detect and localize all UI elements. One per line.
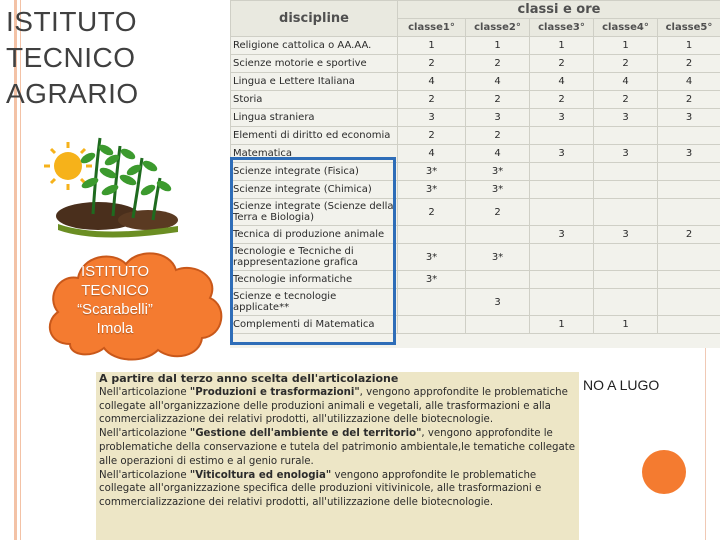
info-line-text: problematiche della conservazione e tutela del patrimonio ambientale,le tematiche collegate bbox=[99, 441, 575, 453]
table-row bbox=[231, 73, 720, 91]
class-header: classe4° bbox=[594, 19, 658, 37]
title-line-1: ISTITUTO bbox=[6, 6, 138, 37]
articulation-name: "Viticoltura ed enologia" bbox=[189, 469, 332, 481]
info-line bbox=[99, 386, 576, 400]
subject-cell: Elementi di diritto ed economia bbox=[231, 127, 398, 145]
hours-table-image bbox=[230, 0, 720, 348]
table-row bbox=[231, 271, 720, 289]
hours-cell bbox=[530, 244, 594, 271]
right-decorative-rule bbox=[705, 348, 706, 540]
hours-table bbox=[230, 0, 720, 334]
hours-cell bbox=[658, 127, 720, 145]
hours-cell bbox=[658, 289, 720, 316]
hours-cell: 2 bbox=[398, 55, 466, 73]
subject-cell: Complementi di Matematica bbox=[231, 316, 398, 334]
hours-cell: 3 bbox=[466, 109, 530, 127]
table-row bbox=[231, 289, 720, 316]
hours-cell: 3 bbox=[594, 226, 658, 244]
subject-cell: Tecnica di produzione animale bbox=[231, 226, 398, 244]
class-header: classe2° bbox=[466, 19, 530, 37]
page-title bbox=[6, 4, 139, 112]
table-row bbox=[231, 226, 720, 244]
table-row bbox=[231, 37, 720, 55]
hours-cell: 2 bbox=[466, 127, 530, 145]
subject-cell: Matematica bbox=[231, 145, 398, 163]
hours-cell: 3* bbox=[466, 163, 530, 181]
hours-cell bbox=[594, 271, 658, 289]
info-line bbox=[99, 400, 576, 414]
subject-cell: Tecnologie informatiche bbox=[231, 271, 398, 289]
hours-cell bbox=[398, 226, 466, 244]
hours-cell: 4 bbox=[466, 145, 530, 163]
hours-cell: 3* bbox=[398, 244, 466, 271]
articulation-name: "Produzioni e trasformazioni" bbox=[189, 386, 360, 398]
hours-cell: 2 bbox=[398, 91, 466, 109]
table-row bbox=[231, 163, 720, 181]
articulation-info-box bbox=[96, 372, 579, 540]
class-header: classe1° bbox=[398, 19, 466, 37]
hours-cell bbox=[398, 289, 466, 316]
hours-cell: 2 bbox=[658, 91, 720, 109]
info-line bbox=[99, 455, 576, 469]
info-line-text: Nell'articolazione bbox=[99, 469, 190, 481]
cloud-line-1: ISTITUTO bbox=[80, 263, 150, 280]
hours-cell: 2 bbox=[466, 91, 530, 109]
hours-cell: 1 bbox=[398, 37, 466, 55]
hours-cell bbox=[594, 127, 658, 145]
hours-cell: 4 bbox=[398, 145, 466, 163]
cloud-line-3: “Scarabelli” bbox=[77, 301, 153, 318]
info-line-text: Nell'articolazione bbox=[99, 428, 190, 440]
info-lines bbox=[99, 386, 576, 510]
hours-cell bbox=[658, 316, 720, 334]
hours-cell: 1 bbox=[466, 37, 530, 55]
table-row bbox=[231, 199, 720, 226]
hours-cell: 3 bbox=[658, 109, 720, 127]
info-line bbox=[99, 482, 576, 496]
hours-cell: 1 bbox=[530, 316, 594, 334]
hours-cell bbox=[466, 271, 530, 289]
hours-cell bbox=[530, 127, 594, 145]
hours-cell: 2 bbox=[594, 91, 658, 109]
hours-cell: 3* bbox=[398, 163, 466, 181]
info-line-text: , vengono approfondite le problematiche bbox=[359, 386, 568, 398]
info-line-text: collegate all'organizzazione delle produzioni animali e vegetali, alle trasformazioni e alla bbox=[99, 400, 551, 412]
hours-cell: 1 bbox=[594, 316, 658, 334]
subject-cell: Scienze e tecnologie applicate** bbox=[231, 289, 398, 316]
hours-cell: 3* bbox=[398, 271, 466, 289]
hours-cell: 3 bbox=[658, 145, 720, 163]
title-line-3: AGRARIO bbox=[6, 78, 139, 109]
table-row bbox=[231, 316, 720, 334]
hours-cell: 4 bbox=[658, 73, 720, 91]
hours-cell: 2 bbox=[658, 55, 720, 73]
hours-cell bbox=[466, 316, 530, 334]
info-line-text: collegate all'organizzazione specifica delle produzioni vitivinicole, alle trasformazioni e bbox=[99, 483, 542, 495]
hours-cell: 4 bbox=[466, 73, 530, 91]
hours-cell: 3 bbox=[530, 109, 594, 127]
info-line-text: commercializzazione dei relativi prodotti, all'utilizzazione delle biotecnologie. bbox=[99, 414, 494, 426]
table-row bbox=[231, 181, 720, 199]
hours-cell bbox=[594, 181, 658, 199]
articulation-name: "Gestione dell'ambiente e del territorio" bbox=[189, 428, 422, 440]
hours-cell bbox=[594, 163, 658, 181]
title-line-2: TECNICO bbox=[6, 42, 136, 73]
hours-cell: 1 bbox=[530, 37, 594, 55]
table-row bbox=[231, 244, 720, 271]
hours-cell bbox=[530, 271, 594, 289]
hours-cell: 2 bbox=[530, 91, 594, 109]
hours-cell bbox=[658, 271, 720, 289]
subject-cell: Scienze integrate (Chimica) bbox=[231, 181, 398, 199]
hours-cell: 4 bbox=[398, 73, 466, 91]
cloud-line-4: Imola bbox=[96, 320, 134, 337]
table-row bbox=[231, 91, 720, 109]
subject-cell: Religione cattolica o AA.AA. bbox=[231, 37, 398, 55]
info-line-text: commercializzazione dei relativi prodotti, all'utilizzazione delle biotecnologie. bbox=[99, 497, 494, 509]
hours-cell bbox=[594, 199, 658, 226]
hours-cell bbox=[658, 163, 720, 181]
info-line bbox=[99, 441, 576, 455]
class-header: classe3° bbox=[530, 19, 594, 37]
subject-cell: Lingua straniera bbox=[231, 109, 398, 127]
hours-cell: 2 bbox=[466, 55, 530, 73]
table-row bbox=[231, 109, 720, 127]
info-line-text: alle operazioni di estimo e al genio rurale. bbox=[99, 455, 314, 467]
hours-cell: 4 bbox=[530, 73, 594, 91]
hours-cell: 2 bbox=[658, 226, 720, 244]
hours-cell bbox=[530, 163, 594, 181]
hours-cell: 3* bbox=[466, 244, 530, 271]
hours-cell: 1 bbox=[658, 37, 720, 55]
hours-cell: 3* bbox=[398, 181, 466, 199]
hours-cell bbox=[530, 289, 594, 316]
hours-cell: 3* bbox=[466, 181, 530, 199]
table-row bbox=[231, 55, 720, 73]
subject-cell: Tecnologie e Tecniche di rappresentazione grafica bbox=[231, 244, 398, 271]
info-line-text: Nell'articolazione bbox=[99, 386, 190, 398]
seedlings-clipart-icon bbox=[38, 128, 188, 248]
info-heading: A partire dal terzo anno scelta dell'articolazione bbox=[99, 372, 399, 385]
hours-cell: 3 bbox=[594, 109, 658, 127]
hours-cell: 2 bbox=[398, 127, 466, 145]
orange-circle-icon bbox=[642, 450, 686, 494]
hours-cell: 3 bbox=[530, 226, 594, 244]
hours-cell: 2 bbox=[398, 199, 466, 226]
header-disciplines: discipline bbox=[231, 1, 398, 37]
hours-cell bbox=[658, 244, 720, 271]
hours-cell: 2 bbox=[466, 199, 530, 226]
hours-cell bbox=[530, 181, 594, 199]
info-line bbox=[99, 413, 576, 427]
hours-cell bbox=[594, 244, 658, 271]
hours-cell: 2 bbox=[530, 55, 594, 73]
table-row bbox=[231, 127, 720, 145]
subject-cell: Scienze motorie e sportive bbox=[231, 55, 398, 73]
hours-cell bbox=[658, 181, 720, 199]
info-line-text: , vengono approfondite le bbox=[421, 428, 553, 440]
subject-cell: Storia bbox=[231, 91, 398, 109]
hours-cell bbox=[658, 199, 720, 226]
subject-cell: Scienze integrate (Fisica) bbox=[231, 163, 398, 181]
subject-cell: Lingua e Lettere Italiana bbox=[231, 73, 398, 91]
hours-cell bbox=[398, 316, 466, 334]
subject-cell: Scienze integrate (Scienze della Terra e Biologia) bbox=[231, 199, 398, 226]
hours-cell: 3 bbox=[398, 109, 466, 127]
side-note: NO A LUGO bbox=[583, 377, 660, 393]
info-line-text: vengono approfondite le problematiche bbox=[331, 469, 537, 481]
info-line bbox=[99, 469, 576, 483]
hours-cell bbox=[466, 226, 530, 244]
hours-cell: 3 bbox=[466, 289, 530, 316]
hours-cell bbox=[530, 199, 594, 226]
info-line bbox=[99, 496, 576, 510]
table-row bbox=[231, 145, 720, 163]
hours-cell: 1 bbox=[594, 37, 658, 55]
info-line bbox=[99, 427, 576, 441]
class-header: classe5° bbox=[658, 19, 720, 37]
cloud-label bbox=[40, 262, 190, 338]
table-body bbox=[231, 37, 720, 334]
cloud-line-2: TECNICO bbox=[81, 282, 149, 299]
hours-cell: 3 bbox=[594, 145, 658, 163]
header-classes: classi e ore bbox=[398, 1, 720, 19]
hours-cell: 2 bbox=[594, 55, 658, 73]
hours-cell bbox=[594, 289, 658, 316]
hours-cell: 4 bbox=[594, 73, 658, 91]
hours-cell: 3 bbox=[530, 145, 594, 163]
